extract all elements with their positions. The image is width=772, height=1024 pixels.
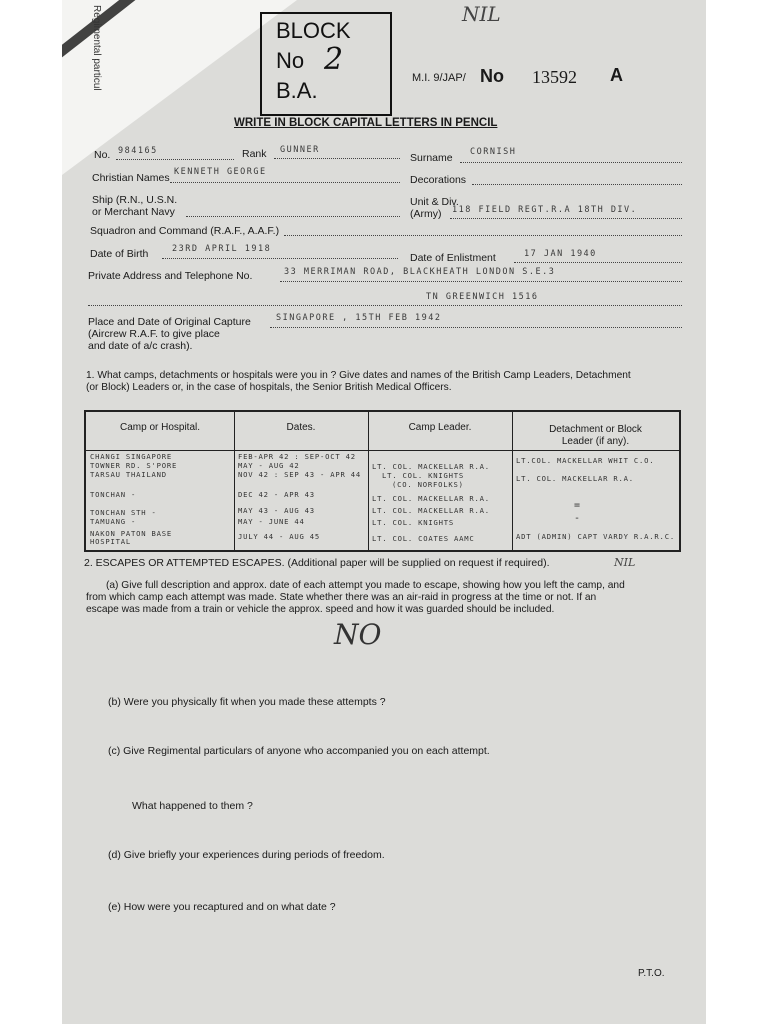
capture-value: SINGAPORE , 15TH FEB 1942 xyxy=(276,313,442,323)
fold-text: Regimental particul xyxy=(91,5,102,91)
instruction-heading: WRITE IN BLOCK CAPITAL LETTERS IN PENCIL xyxy=(234,117,498,129)
unit-value: 118 FIELD REGT.R.A 18TH DIV. xyxy=(452,205,638,215)
no-value: 984165 xyxy=(118,146,158,156)
pto: P.T.O. xyxy=(638,968,665,979)
row6-camp: TONCHAN STH - xyxy=(90,508,157,517)
row8-camp: NAKON PATON BASE HOSPITAL xyxy=(90,529,173,546)
row2-detachment: LT.COL. MACKELLAR WHIT C.O. xyxy=(516,456,655,465)
ship-label-1: Ship (R.N., U.S.N. xyxy=(92,194,178,206)
capture-label-2: (Aircrew R.A.F. to give place xyxy=(88,328,220,340)
stamp-ba: B.A. xyxy=(276,78,318,103)
q2a-handwritten-answer: NO xyxy=(334,618,382,651)
q1-line-2: (or Block) Leaders or, in the case of hospitals, the Senior British Medical Officers. xyxy=(86,382,452,393)
row7-detachment: - xyxy=(574,513,581,524)
stamp-no: No xyxy=(276,48,305,73)
decorations-label: Decorations xyxy=(410,174,467,186)
stamp-block: BLOCK xyxy=(276,18,351,43)
address-value-1: 33 MERRIMAN ROAD, BLACKHEATH LONDON S.E.3 xyxy=(284,267,556,277)
row5-leader: LT. COL. MACKELLAR R.A. xyxy=(372,494,490,503)
address-label: Private Address and Telephone No. xyxy=(88,270,253,282)
enlistment-label: Date of Enlistment xyxy=(410,252,496,264)
row6-detachment: = xyxy=(574,500,581,511)
surname-label: Surname xyxy=(410,152,453,164)
ref-no-label: No xyxy=(480,66,504,86)
q2a-line-2: from which camp each attempt was made. State whether there was an air-raid in progress at the time or not. If an xyxy=(86,592,597,603)
header-dates: Dates. xyxy=(286,422,316,433)
header-leader: Camp Leader. xyxy=(408,422,472,433)
row1-camp: CHANGI SINGAPORE xyxy=(90,452,173,461)
block-stamp xyxy=(260,12,392,116)
unit-label-2: (Army) xyxy=(410,208,442,220)
row4-detachment: LT. COL. MACKELLAR R.A. xyxy=(516,474,634,483)
christian-names-label: Christian Names xyxy=(92,172,170,184)
row5-camp: TONCHAN - xyxy=(90,490,137,499)
enlistment-value: 17 JAN 1940 xyxy=(524,249,597,259)
q2-heading-nil: NIL xyxy=(614,556,636,569)
stamp-handwritten-number: 2 xyxy=(324,42,344,77)
q1-line-1: 1. What camps, detachments or hospitals were you in ? Give dates and names of the British Camp Leaders, Detachment xyxy=(86,370,631,381)
q2a-line-1: (a) Give full description and approx. date of each attempt you made to escape, showing how you left the camp, and xyxy=(106,580,625,591)
dob-value: 23RD APRIL 1918 xyxy=(172,244,272,254)
row6-leader: LT. COL. MACKELLAR R.A. xyxy=(372,506,490,515)
unit-label-1: Unit & Div. xyxy=(410,196,459,208)
q2c: (c) Give Regimental particulars of anyone who accompanied you on each attempt. xyxy=(108,745,490,757)
row8-detachment: ADT (ADMIN) CAPT VARDY R.A.R.C. xyxy=(516,532,675,541)
row1-dates: FEB-APR 42 : SEP-OCT 42 xyxy=(238,452,356,461)
rank-value: GUNNER xyxy=(280,145,320,155)
row6-dates: MAY 43 - AUG 43 xyxy=(238,506,315,515)
row2-camp: TOWNER RD. S'PORE xyxy=(90,461,178,470)
row2-dates: MAY - AUG 42 xyxy=(238,461,300,470)
capture-label-3: and date of a/c crash). xyxy=(88,340,193,352)
address-value-2: TN GREENWICH 1516 xyxy=(426,292,539,302)
row8-dates: JULY 44 - AUG 45 xyxy=(238,532,321,541)
q2c-sub: What happened to them ? xyxy=(132,800,253,812)
row3-leader: LT. COL. KNIGHTS xyxy=(382,471,465,480)
ref-suffix: A xyxy=(610,65,623,85)
camps-table xyxy=(84,410,681,552)
no-label: No. xyxy=(94,149,111,161)
squadron-label: Squadron and Command (R.A.F., A.A.F.) xyxy=(90,225,280,237)
ref-number: 13592 xyxy=(532,67,577,87)
q2e: (e) How were you recaptured and on what date ? xyxy=(108,901,336,913)
handwritten-nil: NIL xyxy=(462,2,501,26)
header-detachment-2: Leader (if any). xyxy=(561,436,630,447)
christian-names-value: KENNETH GEORGE xyxy=(174,167,267,177)
q2b: (b) Were you physically fit when you made these attempts ? xyxy=(108,696,386,708)
row2-leader: LT. COL. MACKELLAR R.A. xyxy=(372,462,490,471)
form-page xyxy=(62,0,706,1024)
ref-code: M.I. 9/JAP/ xyxy=(412,72,466,84)
row7-leader: LT. COL. KNIGHTS xyxy=(372,518,455,527)
row7-dates: MAY - JUNE 44 xyxy=(238,517,305,526)
rank-label: Rank xyxy=(242,148,267,160)
q2-heading: 2. ESCAPES OR ATTEMPTED ESCAPES. (Additional paper will be supplied on request if required). xyxy=(84,557,550,569)
row3-camp: TARSAU THAILAND xyxy=(90,470,167,479)
row7-camp: TAMUANG - xyxy=(90,517,137,526)
row4-leader: (CO. NORFOLKS) xyxy=(392,480,464,489)
q2a-line-3: escape was made from a train or vehicle the approx. speed and how it was guarded should be included. xyxy=(86,604,555,615)
ship-label-2: or Merchant Navy xyxy=(92,206,175,218)
dob-label: Date of Birth xyxy=(90,248,149,260)
header-detachment-1: Detachment or Block xyxy=(549,424,642,435)
row3-dates: NOV 42 : SEP 43 - APR 44 xyxy=(238,470,362,479)
header-camp: Camp or Hospital. xyxy=(119,422,201,433)
capture-label-1: Place and Date of Original Capture xyxy=(88,316,251,328)
surname-value: CORNISH xyxy=(470,147,517,157)
row8-leader: LT. COL. COATES AAMC xyxy=(372,534,475,543)
q2d: (d) Give briefly your experiences during periods of freedom. xyxy=(108,849,385,861)
row5-dates: DEC 42 - APR 43 xyxy=(238,490,315,499)
